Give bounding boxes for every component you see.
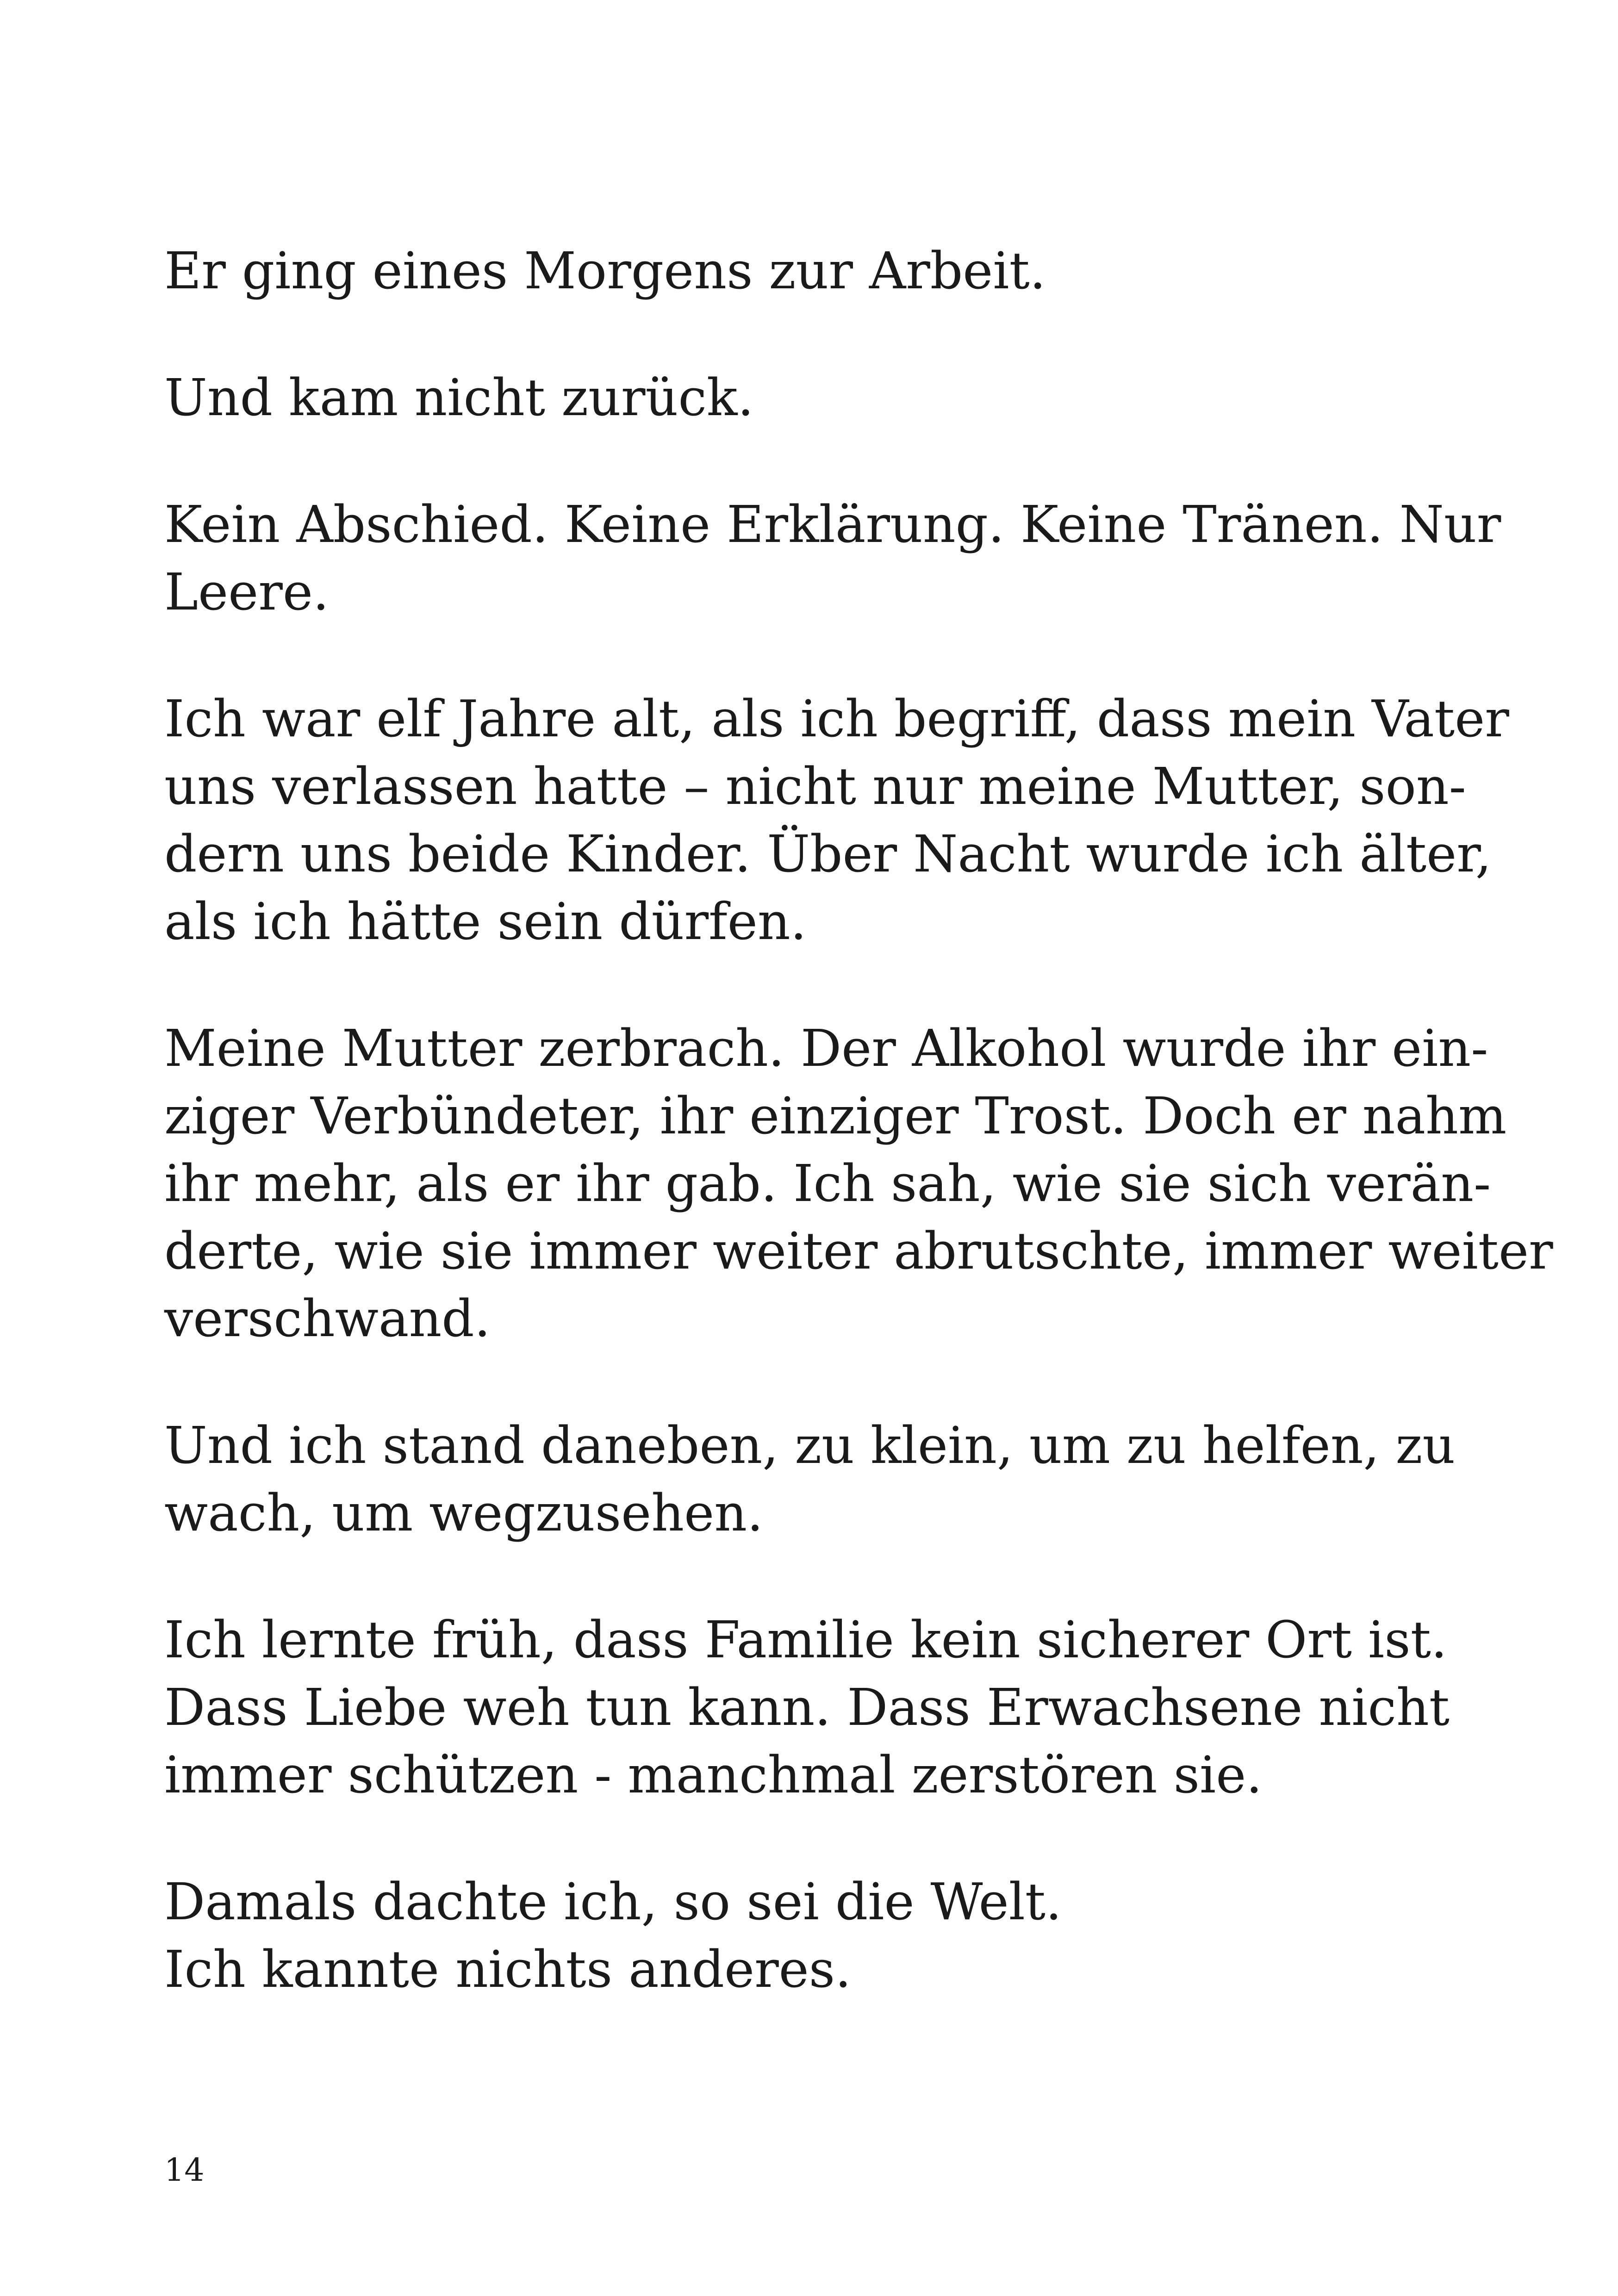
text-line: wach, um wegzusehen. — [164, 1483, 764, 1543]
paragraph — [164, 1868, 1460, 2003]
text-line: verschwand. — [164, 1289, 491, 1348]
text-line: Meine Mutter zerbrach. Der Alkohol wurde ihr ein- — [164, 1019, 1488, 1078]
text-line: Und kam nicht zurück. — [164, 368, 754, 427]
paragraph — [164, 491, 1501, 626]
text-line: Ich war elf Jahre alt, als ich begriff, dass mein Vater — [164, 689, 1509, 748]
text-line: ziger Verbündeter, ihr einziger Trost. Doch er nahm — [164, 1086, 1507, 1145]
text-line: immer schützen - manchmal zerstören sie. — [164, 1745, 1263, 1804]
body-text — [164, 237, 1553, 2062]
text-line: Damals dachte ich, so sei die Welt. — [164, 1872, 1062, 1931]
paragraph — [164, 1412, 1460, 1547]
text-line: Leere. — [164, 562, 329, 622]
text-line: Er ging eines Morgens zur Arbeit. — [164, 241, 1046, 300]
text-line: ihr mehr, als er ihr gab. Ich sah, wie sie sich verän- — [164, 1154, 1491, 1213]
page-number: 14 — [164, 2152, 205, 2189]
text-line: Kein Abschied. Keine Erklärung. Keine Tränen. Nur — [164, 495, 1501, 554]
text-line: Und ich stand daneben, zu klein, um zu helfen, zu — [164, 1416, 1456, 1475]
text-line: Ich lernte früh, dass Familie kein sicherer Ort ist. — [164, 1610, 1447, 1669]
paragraph — [164, 1014, 1553, 1352]
paragraph — [164, 1606, 1460, 1809]
text-line: Dass Liebe weh tun kann. Dass Erwachsene nicht — [164, 1678, 1450, 1737]
text-line: derte, wie sie immer weiter abrutschte, immer weiter — [164, 1221, 1553, 1281]
text-line: als ich hätte sein dürfen. — [164, 892, 807, 951]
paragraph — [164, 364, 1460, 431]
text-line: uns verlassen hatte – nicht nur meine Mutter, son- — [164, 757, 1466, 816]
paragraph — [164, 237, 1460, 305]
text-line: dern uns beide Kinder. Über Nacht wurde ich älter, — [164, 824, 1492, 884]
paragraph — [164, 685, 1509, 955]
text-line: Ich kannte nichts anderes. — [164, 1940, 852, 1999]
